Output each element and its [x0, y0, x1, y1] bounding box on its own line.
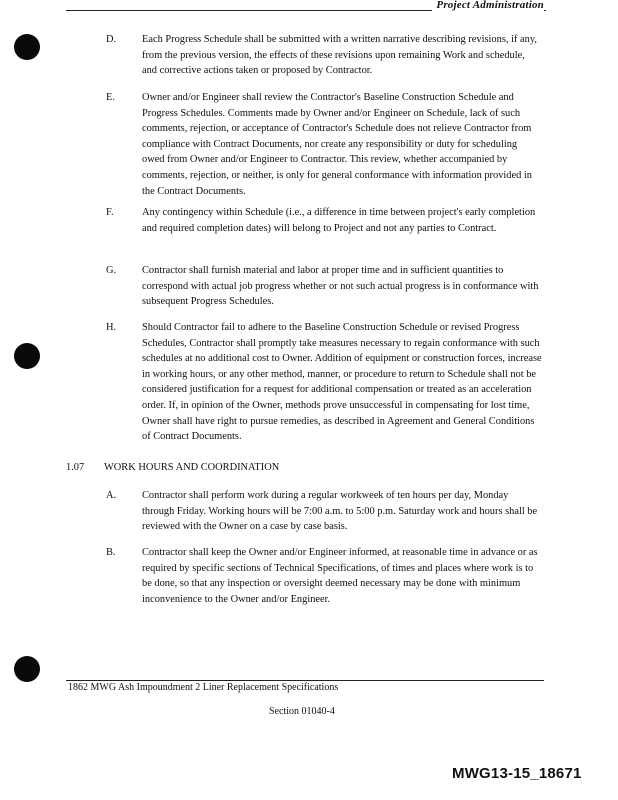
clause-letter: G. [106, 265, 117, 276]
clause-text: Any contingency within Schedule (i.e., a difference in time between project's early completion and required completion dates) will belong to Project and not any parties to Contract. [142, 207, 536, 234]
clause-letter: B. [106, 547, 116, 558]
footer-rule [66, 680, 544, 681]
clause-text: Contractor shall perform work during a regular workweek of ten hours per day, Monday through Friday. Working hours will be 7:00 a.m. to 5:00 p.m. Saturday work and hours shall be reviewed with the Owner on a case by case basis. [142, 490, 538, 533]
clause-text: Contractor shall furnish material and labor at proper time and in sufficient quantities to correspond with actual job progress whether or not such actual progress is in conformance with subsequent Progress Schedules. [142, 265, 539, 308]
document-id: MWG13-15_18671 [452, 765, 582, 782]
binder-hole-top [14, 34, 40, 60]
clause-letter: H. [106, 322, 117, 333]
clause-text: Owner and/or Engineer shall review the Contractor's Baseline Construction Schedule and Progress Schedules. Comments made by Owner and/or Engineer on Schedule, lack of such comments, rejection, or acceptance of Contractor's Schedule does not relieve Contractor from compliance with Contract Documents, nor create any responsibility or duty for scheduling owed from Owner and/or Engineer to Contractor. This review, whether accompanied by comments, rejection, or neither, is only for general conformance with information provided in the Contract Documents. [142, 92, 532, 197]
clause-text: Contractor shall keep the Owner and/or Engineer informed, at reasonable time in advance or as required by specific sections of Technical Specifications, of times and places where work is to be done, so that any inspection or oversight deemed necessary may be done with minimum inconvenience to the Owner and/or Engineer. [142, 547, 538, 605]
header-title: Project Administration [432, 0, 544, 11]
section-number: 1.07 [66, 462, 85, 473]
clause-letter: F. [106, 207, 114, 218]
footer-spec-title: 1862 MWG Ash Impoundment 2 Liner Replacement Specifications [68, 682, 339, 693]
clause-letter: E. [106, 92, 115, 103]
binder-hole-bottom [14, 656, 40, 682]
footer-section-number: Section 01040-4 [269, 706, 335, 717]
section-title: WORK HOURS AND COORDINATION [104, 462, 280, 473]
clause-text: Should Contractor fail to adhere to the Baseline Construction Schedule or revised Progress Schedules, Contractor shall promptly take measures necessary to regain conformance with such schedules at no additional cost to Owner. Addition of equipment or construction forces, increase in working hours, or any other method, manner, or procedure to return to Schedule shall not be considered justification for a request for additional compensation or treated as an acceleration order. If, in opinion of the Owner, methods prove unsuccessful in compensating for lost time, Owner shall have right to pursue remedies, as described in Agreement and General Conditions of Contract Documents. [142, 322, 542, 443]
clause-letter: A. [106, 490, 117, 501]
binder-hole-middle [14, 343, 40, 369]
clause-text: Each Progress Schedule shall be submitted with a written narrative describing revisions, if any, from the previous version, the effects of these revisions upon remaining Work and schedule, and corrective actions taken or proposed by Contractor. [142, 34, 537, 77]
clause-letter: D. [106, 34, 117, 45]
